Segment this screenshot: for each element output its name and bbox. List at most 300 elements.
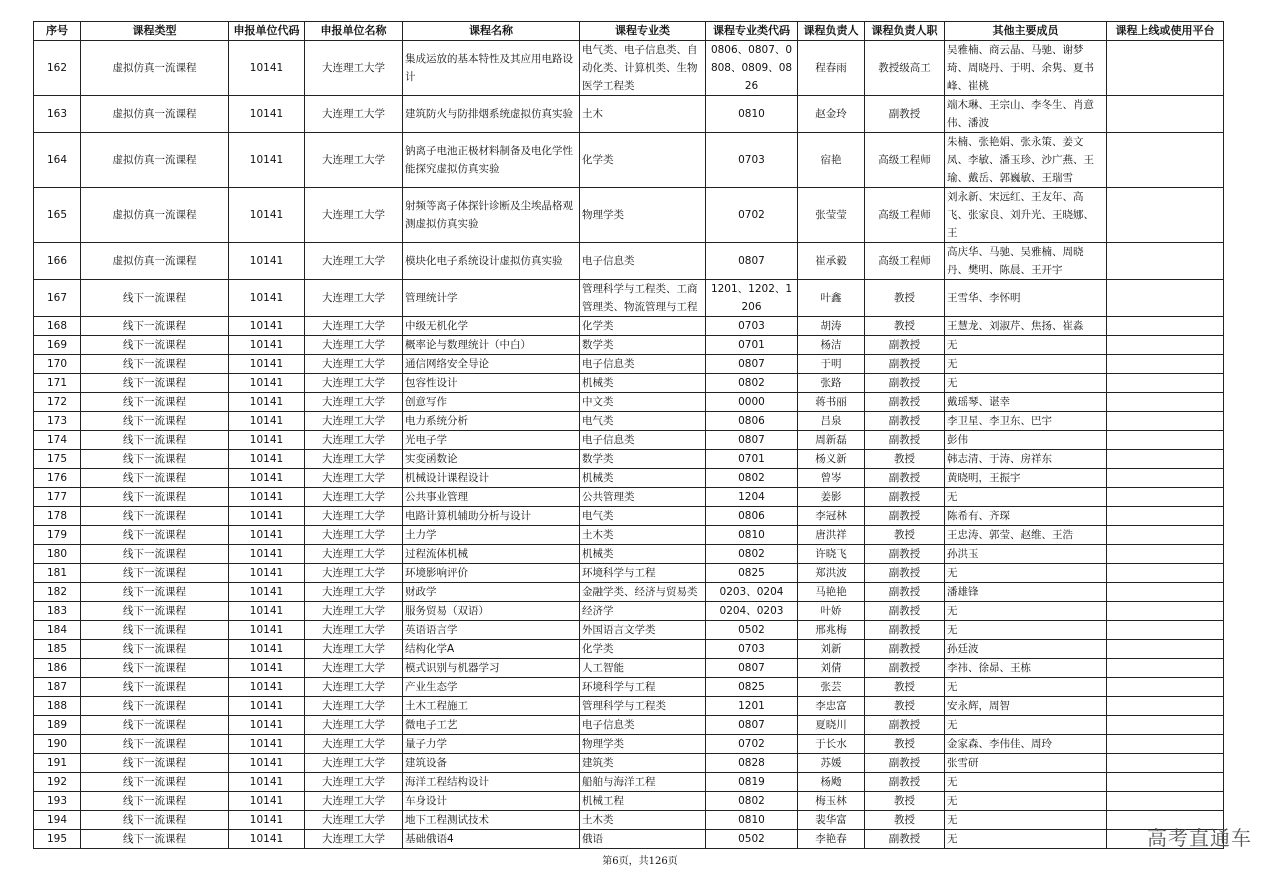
cell-major-code: 0825 xyxy=(706,564,798,583)
cell-platform xyxy=(1107,133,1224,188)
cell-members: 无 xyxy=(945,830,1107,849)
cell-major-code: 1204 xyxy=(706,488,798,507)
cell-lead: 姜影 xyxy=(798,488,865,507)
cell-lead-title: 副教授 xyxy=(865,621,945,640)
cell-platform xyxy=(1107,488,1224,507)
cell-major-code: 0806 xyxy=(706,412,798,431)
cell-course-name: 地下工程测试技术 xyxy=(403,811,580,830)
cell-lead-title: 副教授 xyxy=(865,336,945,355)
cell-lead-title: 教授级高工 xyxy=(865,41,945,96)
cell-type: 线下一流课程 xyxy=(81,773,229,792)
cell-lead: 刘倩 xyxy=(798,659,865,678)
cell-course-name: 财政学 xyxy=(403,583,580,602)
cell-lead-title: 副教授 xyxy=(865,716,945,735)
cell-members: 王慧龙、刘淑芹、焦扬、崔淼 xyxy=(945,317,1107,336)
cell-unit-code: 10141 xyxy=(229,412,305,431)
cell-lead: 叶娇 xyxy=(798,602,865,621)
cell-lead-title: 副教授 xyxy=(865,469,945,488)
cell-course-name: 通信网络安全导论 xyxy=(403,355,580,374)
cell-major-code: 0702 xyxy=(706,188,798,243)
cell-unit-code: 10141 xyxy=(229,773,305,792)
cell-platform xyxy=(1107,602,1224,621)
cell-platform xyxy=(1107,96,1224,133)
cell-platform xyxy=(1107,716,1224,735)
cell-platform xyxy=(1107,507,1224,526)
cell-type: 虚拟仿真一流课程 xyxy=(81,41,229,96)
cell-unit-code: 10141 xyxy=(229,243,305,280)
cell-major-code: 0802 xyxy=(706,792,798,811)
cell-unit-name: 大连理工大学 xyxy=(305,602,403,621)
cell-major-code: 0703 xyxy=(706,133,798,188)
cell-members: 李祎、徐昴、王栋 xyxy=(945,659,1107,678)
cell-major-code: 0701 xyxy=(706,450,798,469)
cell-platform xyxy=(1107,317,1224,336)
cell-seq: 185 xyxy=(34,640,81,659)
cell-seq: 168 xyxy=(34,317,81,336)
cell-course-name: 公共事业管理 xyxy=(403,488,580,507)
cell-major: 化学类 xyxy=(580,640,706,659)
cell-major-code: 0701 xyxy=(706,336,798,355)
cell-lead-title: 高级工程师 xyxy=(865,188,945,243)
cell-members: 高庆华、马驰、吴雅楠、周晓丹、樊明、陈晨、王开宇 xyxy=(945,243,1107,280)
cell-members: 黄晓明，王振宇 xyxy=(945,469,1107,488)
cell-lead: 周新磊 xyxy=(798,431,865,450)
cell-lead: 唐洪祥 xyxy=(798,526,865,545)
cell-seq: 171 xyxy=(34,374,81,393)
col-header-major-code: 课程专业类代码 xyxy=(706,22,798,41)
cell-type: 线下一流课程 xyxy=(81,659,229,678)
cell-members: 无 xyxy=(945,773,1107,792)
table-row xyxy=(34,811,1224,830)
cell-major: 机械类 xyxy=(580,469,706,488)
cell-lead-title: 副教授 xyxy=(865,412,945,431)
cell-type: 线下一流课程 xyxy=(81,830,229,849)
cell-type: 线下一流课程 xyxy=(81,507,229,526)
cell-seq: 162 xyxy=(34,41,81,96)
cell-seq: 190 xyxy=(34,735,81,754)
table-row xyxy=(34,280,1224,317)
cell-lead-title: 副教授 xyxy=(865,393,945,412)
cell-major: 公共管理类 xyxy=(580,488,706,507)
cell-members: 无 xyxy=(945,811,1107,830)
cell-unit-name: 大连理工大学 xyxy=(305,526,403,545)
cell-course-name: 海洋工程结构设计 xyxy=(403,773,580,792)
cell-members: 孙洪玉 xyxy=(945,545,1107,564)
cell-seq: 173 xyxy=(34,412,81,431)
cell-course-name: 产业生态学 xyxy=(403,678,580,697)
cell-major-code: 0807 xyxy=(706,243,798,280)
cell-lead: 许晓飞 xyxy=(798,545,865,564)
cell-type: 线下一流课程 xyxy=(81,336,229,355)
cell-course-name: 包容性设计 xyxy=(403,374,580,393)
table-row xyxy=(34,659,1224,678)
cell-members: 金家森、李伟佳、周玲 xyxy=(945,735,1107,754)
cell-members: 无 xyxy=(945,716,1107,735)
cell-lead-title: 副教授 xyxy=(865,602,945,621)
cell-type: 线下一流课程 xyxy=(81,716,229,735)
cell-lead-title: 副教授 xyxy=(865,583,945,602)
cell-major-code: 0825 xyxy=(706,678,798,697)
table-row xyxy=(34,640,1224,659)
cell-lead-title: 副教授 xyxy=(865,96,945,133)
cell-members: 无 xyxy=(945,792,1107,811)
cell-lead-title: 教授 xyxy=(865,317,945,336)
cell-unit-code: 10141 xyxy=(229,564,305,583)
table-row xyxy=(34,412,1224,431)
col-header-lead-title: 课程负责人职 xyxy=(865,22,945,41)
table-row xyxy=(34,243,1224,280)
cell-seq: 177 xyxy=(34,488,81,507)
cell-type: 线下一流课程 xyxy=(81,450,229,469)
cell-lead-title: 高级工程师 xyxy=(865,243,945,280)
cell-seq: 176 xyxy=(34,469,81,488)
cell-members: 彭伟 xyxy=(945,431,1107,450)
cell-major-code: 0807 xyxy=(706,716,798,735)
cell-members: 无 xyxy=(945,355,1107,374)
cell-lead-title: 副教授 xyxy=(865,773,945,792)
cell-major: 土木类 xyxy=(580,526,706,545)
cell-members: 王雪华、李怀明 xyxy=(945,280,1107,317)
table-row xyxy=(34,488,1224,507)
cell-major: 管理科学与工程类、工商管理类、物流管理与工程 xyxy=(580,280,706,317)
cell-seq: 169 xyxy=(34,336,81,355)
cell-unit-code: 10141 xyxy=(229,431,305,450)
cell-major-code: 0806、0807、0808、0809、0826 xyxy=(706,41,798,96)
cell-members: 吴雅楠、商云晶、马驰、谢梦琦、周晓丹、于明、余隽、夏书峰、崔桃 xyxy=(945,41,1107,96)
cell-unit-code: 10141 xyxy=(229,507,305,526)
cell-lead: 梅玉林 xyxy=(798,792,865,811)
cell-type: 线下一流课程 xyxy=(81,564,229,583)
cell-major-code: 0807 xyxy=(706,659,798,678)
cell-unit-name: 大连理工大学 xyxy=(305,488,403,507)
cell-unit-code: 10141 xyxy=(229,133,305,188)
cell-course-name: 英语语言学 xyxy=(403,621,580,640)
cell-type: 线下一流课程 xyxy=(81,355,229,374)
cell-seq: 170 xyxy=(34,355,81,374)
table-row xyxy=(34,431,1224,450)
cell-major-code: 1201、1202、1206 xyxy=(706,280,798,317)
cell-unit-code: 10141 xyxy=(229,188,305,243)
cell-unit-code: 10141 xyxy=(229,830,305,849)
cell-unit-name: 大连理工大学 xyxy=(305,412,403,431)
cell-unit-name: 大连理工大学 xyxy=(305,243,403,280)
cell-lead-title: 副教授 xyxy=(865,659,945,678)
cell-unit-code: 10141 xyxy=(229,602,305,621)
table-row xyxy=(34,697,1224,716)
cell-lead: 于长水 xyxy=(798,735,865,754)
cell-platform xyxy=(1107,412,1224,431)
cell-course-name: 模式识别与机器学习 xyxy=(403,659,580,678)
cell-members: 端木琳、王宗山、李冬生、肖意伟、潘波 xyxy=(945,96,1107,133)
cell-members: 孙廷波 xyxy=(945,640,1107,659)
cell-major: 建筑类 xyxy=(580,754,706,773)
cell-lead-title: 教授 xyxy=(865,450,945,469)
cell-type: 线下一流课程 xyxy=(81,393,229,412)
cell-unit-name: 大连理工大学 xyxy=(305,188,403,243)
cell-lead-title: 教授 xyxy=(865,678,945,697)
cell-seq: 175 xyxy=(34,450,81,469)
cell-course-name: 微电子工艺 xyxy=(403,716,580,735)
cell-unit-code: 10141 xyxy=(229,450,305,469)
cell-major: 外国语言文学类 xyxy=(580,621,706,640)
cell-platform xyxy=(1107,280,1224,317)
table-row xyxy=(34,583,1224,602)
cell-platform xyxy=(1107,526,1224,545)
cell-course-name: 建筑设备 xyxy=(403,754,580,773)
cell-course-name: 土力学 xyxy=(403,526,580,545)
cell-platform xyxy=(1107,735,1224,754)
cell-type: 线下一流课程 xyxy=(81,735,229,754)
table-row xyxy=(34,773,1224,792)
cell-major: 金融学类、经济与贸易类 xyxy=(580,583,706,602)
table-row xyxy=(34,621,1224,640)
cell-lead: 张芸 xyxy=(798,678,865,697)
cell-major-code: 0810 xyxy=(706,526,798,545)
cell-major-code: 0502 xyxy=(706,621,798,640)
cell-seq: 179 xyxy=(34,526,81,545)
table-row xyxy=(34,469,1224,488)
cell-members: 无 xyxy=(945,678,1107,697)
cell-seq: 194 xyxy=(34,811,81,830)
cell-lead: 夏晓川 xyxy=(798,716,865,735)
cell-type: 线下一流课程 xyxy=(81,545,229,564)
cell-type: 线下一流课程 xyxy=(81,280,229,317)
cell-course-name: 实变函数论 xyxy=(403,450,580,469)
cell-major: 机械类 xyxy=(580,374,706,393)
table-row xyxy=(34,526,1224,545)
cell-major: 物理学类 xyxy=(580,188,706,243)
cell-members: 戴瑶琴、谌幸 xyxy=(945,393,1107,412)
cell-major: 物理学类 xyxy=(580,735,706,754)
cell-seq: 174 xyxy=(34,431,81,450)
cell-unit-code: 10141 xyxy=(229,811,305,830)
cell-major: 管理科学与工程类 xyxy=(580,697,706,716)
cell-lead: 马艳艳 xyxy=(798,583,865,602)
cell-major: 电气类 xyxy=(580,412,706,431)
cell-course-name: 机械设计课程设计 xyxy=(403,469,580,488)
cell-lead: 李冠林 xyxy=(798,507,865,526)
cell-major-code: 0000 xyxy=(706,393,798,412)
cell-seq: 184 xyxy=(34,621,81,640)
cell-seq: 191 xyxy=(34,754,81,773)
cell-members: 刘永新、宋远红、王友年、高飞、张家良、刘升光、王晓娜、王 xyxy=(945,188,1107,243)
cell-unit-name: 大连理工大学 xyxy=(305,792,403,811)
cell-course-name: 基础俄语4 xyxy=(403,830,580,849)
cell-major-code: 0703 xyxy=(706,640,798,659)
cell-platform xyxy=(1107,450,1224,469)
cell-course-name: 光电子学 xyxy=(403,431,580,450)
cell-unit-name: 大连理工大学 xyxy=(305,133,403,188)
cell-major: 化学类 xyxy=(580,317,706,336)
cell-lead-title: 教授 xyxy=(865,697,945,716)
cell-seq: 167 xyxy=(34,280,81,317)
cell-lead: 赵金玲 xyxy=(798,96,865,133)
cell-major: 电子信息类 xyxy=(580,431,706,450)
col-header-seq: 序号 xyxy=(34,22,81,41)
cell-major: 环境科学与工程 xyxy=(580,678,706,697)
cell-unit-name: 大连理工大学 xyxy=(305,583,403,602)
cell-members: 李卫星、李卫东、巴宇 xyxy=(945,412,1107,431)
table-row xyxy=(34,507,1224,526)
cell-lead: 郑洪波 xyxy=(798,564,865,583)
cell-type: 线下一流课程 xyxy=(81,640,229,659)
cell-lead: 邢兆梅 xyxy=(798,621,865,640)
cell-platform xyxy=(1107,659,1224,678)
cell-type: 线下一流课程 xyxy=(81,488,229,507)
cell-lead-title: 教授 xyxy=(865,792,945,811)
cell-unit-code: 10141 xyxy=(229,393,305,412)
cell-platform xyxy=(1107,355,1224,374)
cell-course-name: 射频等离子体探针诊断及尘埃晶格观测虚拟仿真实验 xyxy=(403,188,580,243)
col-header-course-name: 课程名称 xyxy=(403,22,580,41)
cell-course-name: 电力系统分析 xyxy=(403,412,580,431)
cell-unit-code: 10141 xyxy=(229,317,305,336)
cell-lead-title: 副教授 xyxy=(865,488,945,507)
table-row xyxy=(34,450,1224,469)
cell-lead-title: 副教授 xyxy=(865,640,945,659)
cell-lead: 吕泉 xyxy=(798,412,865,431)
cell-unit-code: 10141 xyxy=(229,469,305,488)
cell-unit-code: 10141 xyxy=(229,355,305,374)
cell-unit-code: 10141 xyxy=(229,96,305,133)
cell-members: 无 xyxy=(945,488,1107,507)
cell-course-name: 电路计算机辅助分析与设计 xyxy=(403,507,580,526)
cell-major: 中文类 xyxy=(580,393,706,412)
header-row xyxy=(34,22,1224,41)
cell-major: 数学类 xyxy=(580,336,706,355)
cell-lead: 张莹莹 xyxy=(798,188,865,243)
cell-major: 土木类 xyxy=(580,811,706,830)
table-row xyxy=(34,393,1224,412)
cell-unit-name: 大连理工大学 xyxy=(305,830,403,849)
table-row xyxy=(34,317,1224,336)
cell-type: 线下一流课程 xyxy=(81,697,229,716)
cell-lead-title: 副教授 xyxy=(865,830,945,849)
cell-unit-name: 大连理工大学 xyxy=(305,393,403,412)
cell-lead-title: 教授 xyxy=(865,735,945,754)
cell-major-code: 0819 xyxy=(706,773,798,792)
cell-lead: 张路 xyxy=(798,374,865,393)
cell-unit-name: 大连理工大学 xyxy=(305,811,403,830)
col-header-platform: 课程上线或使用平台 xyxy=(1107,22,1224,41)
cell-platform xyxy=(1107,621,1224,640)
cell-members: 无 xyxy=(945,621,1107,640)
cell-major: 人工智能 xyxy=(580,659,706,678)
cell-unit-code: 10141 xyxy=(229,697,305,716)
cell-lead: 杨洁 xyxy=(798,336,865,355)
watermark: 高考直通车 xyxy=(1147,826,1252,850)
cell-type: 线下一流课程 xyxy=(81,412,229,431)
cell-major-code: 0802 xyxy=(706,545,798,564)
cell-major-code: 0204、0203 xyxy=(706,602,798,621)
cell-course-name: 管理统计学 xyxy=(403,280,580,317)
table-row xyxy=(34,830,1224,849)
col-header-unit-code: 申报单位代码 xyxy=(229,22,305,41)
cell-members: 韩志清、于涛、房祥东 xyxy=(945,450,1107,469)
cell-type: 线下一流课程 xyxy=(81,678,229,697)
cell-major-code: 0810 xyxy=(706,811,798,830)
cell-platform xyxy=(1107,792,1224,811)
cell-lead: 于明 xyxy=(798,355,865,374)
cell-seq: 187 xyxy=(34,678,81,697)
cell-major: 电气类 xyxy=(580,507,706,526)
cell-major-code: 0807 xyxy=(706,431,798,450)
col-header-major: 课程专业类 xyxy=(580,22,706,41)
cell-unit-code: 10141 xyxy=(229,678,305,697)
cell-seq: 178 xyxy=(34,507,81,526)
cell-platform xyxy=(1107,41,1224,96)
cell-unit-name: 大连理工大学 xyxy=(305,754,403,773)
cell-unit-code: 10141 xyxy=(229,41,305,96)
cell-platform xyxy=(1107,393,1224,412)
cell-major: 船舶与海洋工程 xyxy=(580,773,706,792)
cell-lead: 苏媛 xyxy=(798,754,865,773)
cell-lead-title: 教授 xyxy=(865,811,945,830)
cell-members: 无 xyxy=(945,602,1107,621)
table-row xyxy=(34,96,1224,133)
cell-seq: 193 xyxy=(34,792,81,811)
cell-lead: 蒋书丽 xyxy=(798,393,865,412)
cell-lead-title: 教授 xyxy=(865,280,945,317)
cell-unit-name: 大连理工大学 xyxy=(305,621,403,640)
cell-seq: 172 xyxy=(34,393,81,412)
table-row xyxy=(34,716,1224,735)
cell-course-name: 量子力学 xyxy=(403,735,580,754)
cell-unit-code: 10141 xyxy=(229,792,305,811)
cell-platform xyxy=(1107,564,1224,583)
cell-unit-name: 大连理工大学 xyxy=(305,564,403,583)
cell-platform xyxy=(1107,640,1224,659)
cell-course-name: 中级无机化学 xyxy=(403,317,580,336)
cell-lead-title: 副教授 xyxy=(865,754,945,773)
table-row xyxy=(34,355,1224,374)
cell-major-code: 0703 xyxy=(706,317,798,336)
cell-unit-name: 大连理工大学 xyxy=(305,96,403,133)
table-row xyxy=(34,602,1224,621)
table-row xyxy=(34,188,1224,243)
cell-type: 线下一流课程 xyxy=(81,469,229,488)
table-row xyxy=(34,678,1224,697)
cell-members: 潘雄锋 xyxy=(945,583,1107,602)
cell-major-code: 0203、0204 xyxy=(706,583,798,602)
cell-major-code: 0806 xyxy=(706,507,798,526)
cell-seq: 182 xyxy=(34,583,81,602)
cell-lead: 裴华富 xyxy=(798,811,865,830)
cell-major: 机械工程 xyxy=(580,792,706,811)
cell-course-name: 概率论与数理统计（中白） xyxy=(403,336,580,355)
cell-platform xyxy=(1107,754,1224,773)
cell-unit-name: 大连理工大学 xyxy=(305,431,403,450)
cell-type: 虚拟仿真一流课程 xyxy=(81,96,229,133)
cell-unit-name: 大连理工大学 xyxy=(305,773,403,792)
page-footer: 第6页，共126页 xyxy=(602,856,678,867)
cell-platform xyxy=(1107,336,1224,355)
cell-lead-title: 副教授 xyxy=(865,507,945,526)
cell-type: 线下一流课程 xyxy=(81,583,229,602)
cell-major: 机械类 xyxy=(580,545,706,564)
cell-major-code: 1201 xyxy=(706,697,798,716)
table-row xyxy=(34,545,1224,564)
cell-course-name: 环境影响评价 xyxy=(403,564,580,583)
cell-members: 无 xyxy=(945,336,1107,355)
cell-platform xyxy=(1107,773,1224,792)
table-row xyxy=(34,564,1224,583)
cell-major: 电子信息类 xyxy=(580,243,706,280)
table-row xyxy=(34,792,1224,811)
cell-members: 无 xyxy=(945,564,1107,583)
cell-major: 数学类 xyxy=(580,450,706,469)
cell-unit-name: 大连理工大学 xyxy=(305,735,403,754)
